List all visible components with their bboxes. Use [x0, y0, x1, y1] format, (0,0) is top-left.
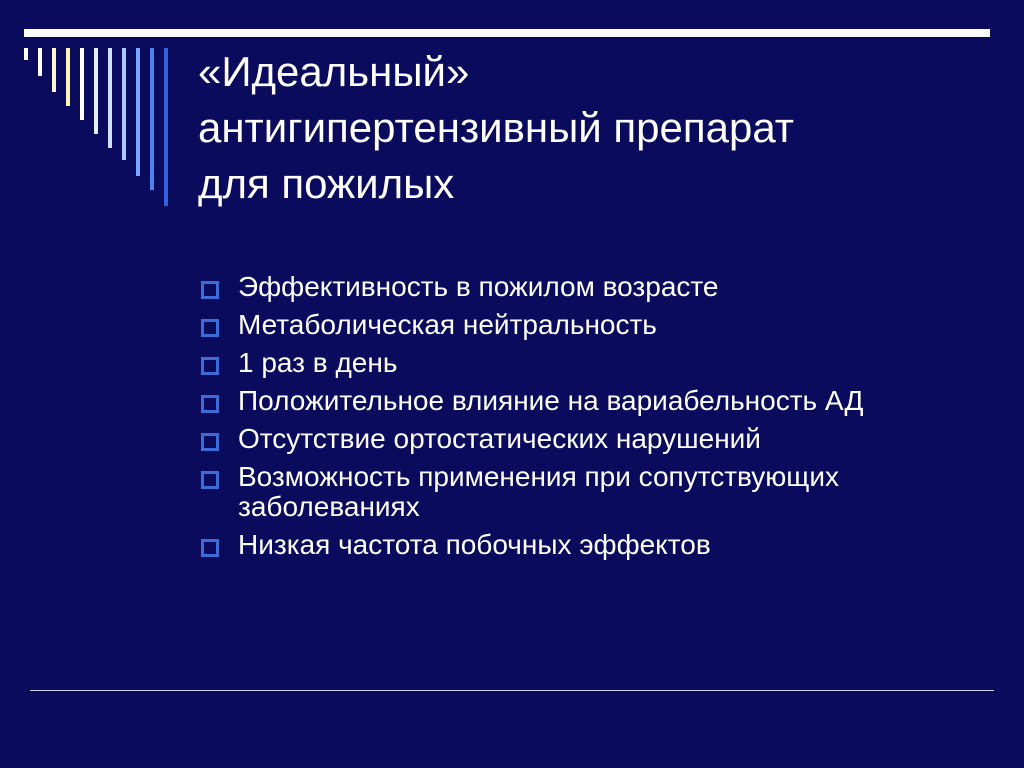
hollow-square-bullet-icon: [201, 471, 219, 489]
stripe: [66, 48, 70, 106]
list-item: [200, 424, 980, 454]
stripe: [94, 48, 98, 134]
bullet-text: Возможность применения при сопутствующих заболеваниях: [238, 461, 839, 522]
bullet-text: Метаболическая нейтральность: [238, 309, 657, 340]
slide-title: [198, 44, 978, 212]
stripes-decoration-icon: [24, 48, 174, 208]
title-line: для пожилых: [198, 160, 455, 207]
hollow-square-bullet-icon: [201, 281, 219, 299]
title-line: «Идеальный»: [198, 48, 470, 95]
bullet-text: Положительное влияние на вариабельность АД: [238, 385, 864, 416]
stripe: [38, 48, 42, 76]
bullet-text: 1 раз в день: [238, 347, 398, 378]
list-item: [200, 462, 980, 522]
hollow-square-bullet-icon: [201, 357, 219, 375]
list-item: [200, 530, 980, 560]
bullet-text: Низкая частота побочных эффектов: [238, 529, 711, 560]
hollow-square-bullet-icon: [201, 395, 219, 413]
stripe: [136, 48, 140, 176]
title-line: антигипертензивный препарат: [198, 104, 795, 151]
bullet-text: Отсутствие ортостатических нарушений: [238, 423, 761, 454]
list-item: [200, 272, 980, 302]
stripe: [164, 48, 168, 206]
stripe: [150, 48, 154, 190]
stripe: [122, 48, 126, 160]
bottom-rule: [30, 690, 994, 691]
hollow-square-bullet-icon: [201, 539, 219, 557]
stripe: [52, 48, 56, 92]
list-item: [200, 386, 980, 416]
list-item: [200, 310, 980, 340]
top-rule: [24, 29, 990, 37]
hollow-square-bullet-icon: [201, 319, 219, 337]
stripe: [108, 48, 112, 148]
bullet-list: [200, 272, 980, 568]
stripe: [24, 48, 28, 60]
hollow-square-bullet-icon: [201, 433, 219, 451]
list-item: [200, 348, 980, 378]
bullet-text: Эффективность в пожилом возрасте: [238, 271, 719, 302]
stripe: [80, 48, 84, 120]
